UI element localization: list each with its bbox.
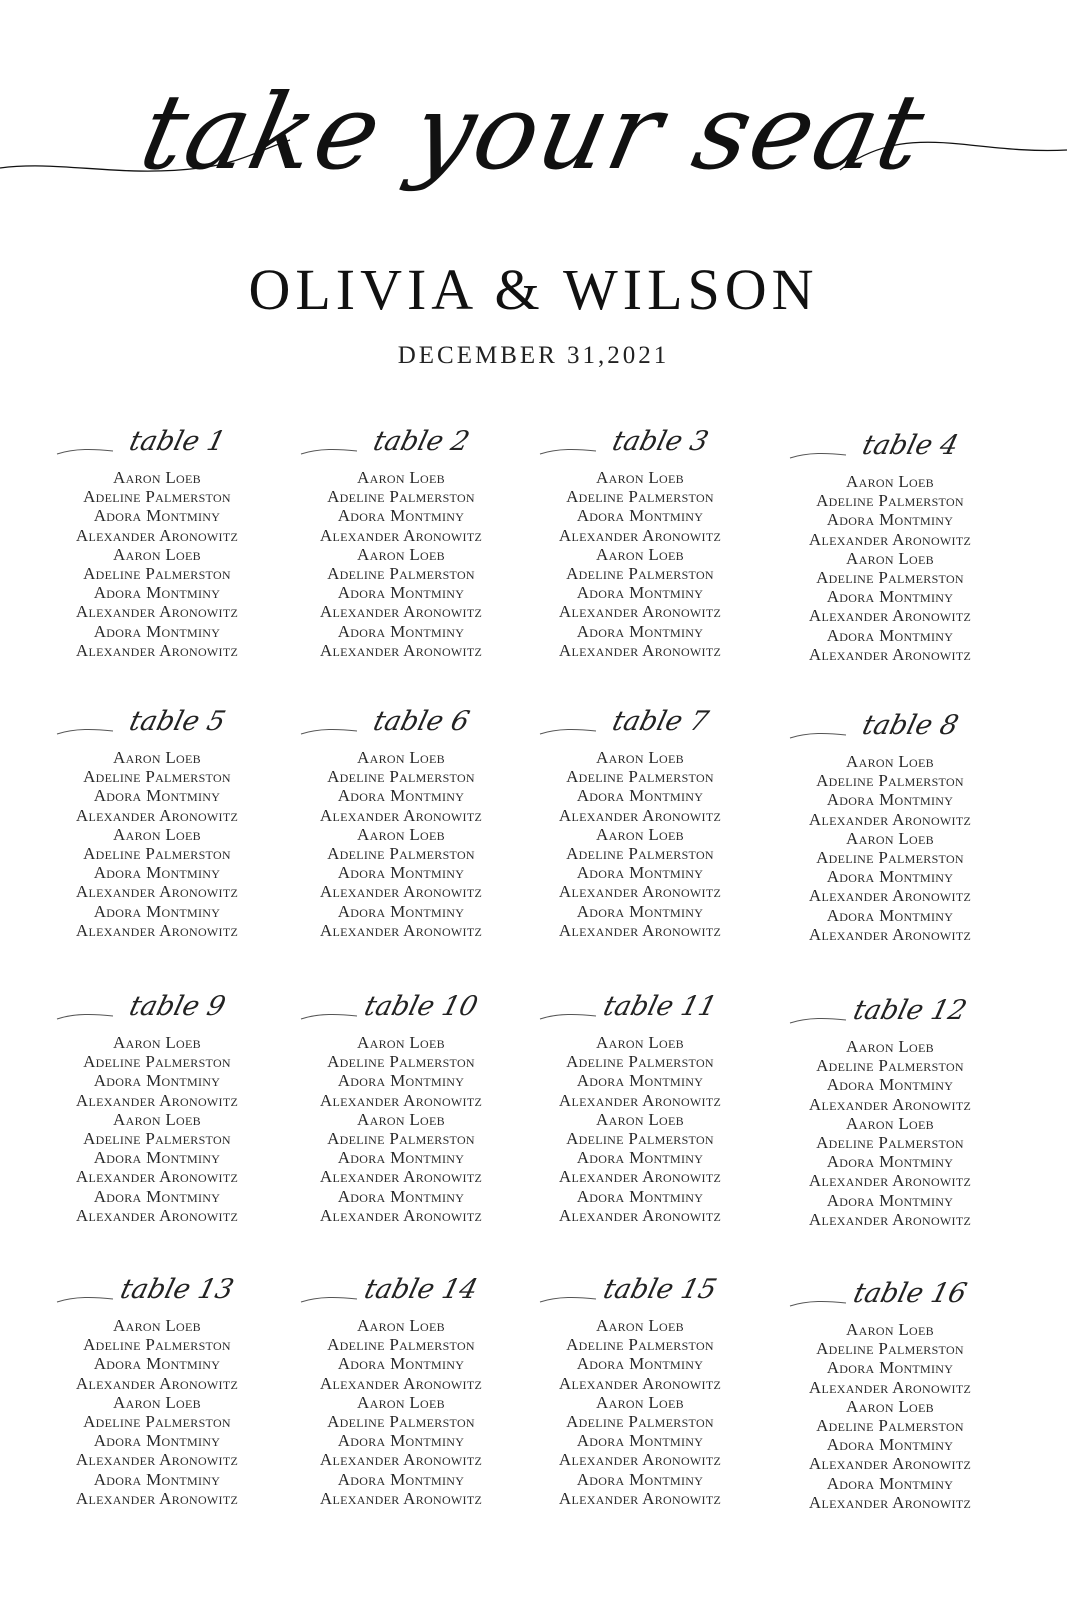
- guest-name: Adeline Palmerston: [816, 491, 964, 511]
- guest-name: Adora Montminy: [337, 506, 465, 526]
- guest-name: Adeline Palmerston: [83, 1335, 231, 1355]
- guest-name: Adeline Palmerston: [816, 1133, 964, 1153]
- table-label: table 6: [369, 706, 473, 737]
- guest-list: [520, 468, 760, 660]
- guest-name: Adeline Palmerston: [816, 848, 964, 868]
- guest-name: Aaron Loeb: [596, 468, 684, 487]
- table-heading: [281, 420, 521, 464]
- guest-name: Adora Montminy: [826, 905, 954, 925]
- guest-name: Adeline Palmerston: [816, 568, 964, 588]
- guest-name: Adora Montminy: [93, 1071, 221, 1091]
- guest-name: Alexander Aronowitz: [558, 1205, 722, 1225]
- guest-name: Adora Montminy: [93, 1431, 221, 1451]
- guest-name: Adora Montminy: [93, 1354, 221, 1374]
- guest-name: Adora Montminy: [576, 1354, 704, 1374]
- guest-name: Adora Montminy: [93, 863, 221, 883]
- guest-name: Alexander Aronowitz: [319, 525, 483, 545]
- guest-name: Adora Montminy: [337, 1354, 465, 1374]
- guest-list: [37, 748, 277, 940]
- guest-name: Alexander Aronowitz: [808, 1492, 972, 1512]
- guest-name: Aaron Loeb: [357, 1109, 445, 1129]
- table-label: table 8: [858, 710, 962, 741]
- guest-list: [37, 468, 277, 660]
- guest-list: [281, 1033, 521, 1225]
- guest-list: [770, 1320, 1010, 1512]
- guest-name: Adeline Palmerston: [566, 1335, 714, 1355]
- guest-name: Adeline Palmerston: [566, 487, 714, 507]
- table-heading: [520, 985, 760, 1029]
- guest-name: Adeline Palmerston: [83, 564, 231, 584]
- guest-name: Aaron Loeb: [596, 824, 684, 844]
- guest-list: [37, 1033, 277, 1225]
- table-heading: [770, 704, 1010, 748]
- table-block: [520, 985, 760, 1225]
- table-block: [770, 424, 1010, 664]
- guest-name: Adora Montminy: [337, 1431, 465, 1451]
- table-block: [520, 1268, 760, 1508]
- guest-name: Adora Montminy: [826, 867, 954, 887]
- guest-name: Aaron Loeb: [846, 1113, 934, 1133]
- guest-name: Adora Montminy: [576, 1469, 704, 1489]
- guest-name: Aaron Loeb: [113, 1109, 201, 1129]
- guest-name: Adeline Palmerston: [566, 1129, 714, 1149]
- guest-name: Adora Montminy: [826, 510, 954, 530]
- table-label: table 7: [608, 706, 712, 737]
- table-block: [281, 985, 521, 1225]
- guest-list: [37, 1316, 277, 1508]
- table-label: table 10: [361, 991, 481, 1022]
- guest-name: Adeline Palmerston: [566, 844, 714, 864]
- guest-name: Alexander Aronowitz: [319, 1205, 483, 1225]
- guest-name: Alexander Aronowitz: [558, 805, 722, 825]
- guest-name: Aaron Loeb: [596, 748, 684, 767]
- guest-name: Adora Montminy: [576, 863, 704, 883]
- table-block: [520, 700, 760, 940]
- table-block: [770, 1272, 1010, 1512]
- guest-name: Adora Montminy: [337, 786, 465, 806]
- guest-name: Aaron Loeb: [113, 468, 201, 487]
- guest-name: Adeline Palmerston: [83, 1412, 231, 1432]
- table-block: [520, 420, 760, 660]
- guest-name: Adora Montminy: [576, 901, 704, 921]
- table-heading: [37, 1268, 277, 1312]
- guest-name: Alexander Aronowitz: [319, 882, 483, 902]
- guest-name: Alexander Aronowitz: [75, 525, 239, 545]
- guest-name: Adora Montminy: [93, 583, 221, 603]
- table-label: table 16: [850, 1278, 970, 1309]
- guest-name: Adeline Palmerston: [816, 1056, 964, 1076]
- guest-name: Adora Montminy: [576, 621, 704, 641]
- guest-name: Aaron Loeb: [846, 1037, 934, 1056]
- guest-name: Alexander Aronowitz: [75, 1167, 239, 1187]
- guest-name: Aaron Loeb: [846, 1320, 934, 1339]
- table-block: [770, 989, 1010, 1229]
- guest-name: Adora Montminy: [826, 1190, 954, 1210]
- guest-name: Alexander Aronowitz: [75, 920, 239, 940]
- guest-name: Alexander Aronowitz: [75, 1205, 239, 1225]
- guest-list: [281, 468, 521, 660]
- table-label: table 2: [369, 426, 473, 457]
- guest-name: Adora Montminy: [337, 1148, 465, 1168]
- table-block: [37, 700, 277, 940]
- table-heading: [520, 1268, 760, 1312]
- table-heading: [520, 420, 760, 464]
- table-heading: [281, 985, 521, 1029]
- guest-name: Alexander Aronowitz: [558, 1167, 722, 1187]
- guest-name: Adora Montminy: [826, 1152, 954, 1172]
- guest-name: Adora Montminy: [576, 583, 704, 603]
- guest-name: Alexander Aronowitz: [808, 1171, 972, 1191]
- guest-name: Alexander Aronowitz: [75, 1373, 239, 1393]
- guest-name: Aaron Loeb: [596, 1109, 684, 1129]
- guest-name: Adora Montminy: [576, 786, 704, 806]
- guest-name: Aaron Loeb: [113, 1033, 201, 1052]
- guest-name: Alexander Aronowitz: [75, 1488, 239, 1508]
- table-heading: [281, 1268, 521, 1312]
- guest-name: Adeline Palmerston: [327, 487, 475, 507]
- guest-name: Adeline Palmerston: [327, 1129, 475, 1149]
- guest-name: Adora Montminy: [576, 1431, 704, 1451]
- guest-name: Adeline Palmerston: [566, 1052, 714, 1072]
- guest-name: Alexander Aronowitz: [75, 882, 239, 902]
- guest-name: Adora Montminy: [576, 506, 704, 526]
- guest-name: Adora Montminy: [93, 1186, 221, 1206]
- guest-name: Alexander Aronowitz: [75, 1090, 239, 1110]
- guest-name: Adora Montminy: [826, 1473, 954, 1493]
- guest-name: Aaron Loeb: [357, 468, 445, 487]
- guest-name: Alexander Aronowitz: [75, 602, 239, 622]
- guest-name: Alexander Aronowitz: [808, 1094, 972, 1114]
- guest-name: Adeline Palmerston: [566, 1412, 714, 1432]
- guest-name: Aaron Loeb: [113, 1316, 201, 1335]
- table-label: table 11: [600, 991, 720, 1022]
- guest-name: Alexander Aronowitz: [319, 1090, 483, 1110]
- guest-name: Adora Montminy: [826, 1075, 954, 1095]
- guest-name: Alexander Aronowitz: [558, 1373, 722, 1393]
- guest-name: Adeline Palmerston: [566, 564, 714, 584]
- guest-name: Adora Montminy: [576, 1186, 704, 1206]
- guest-name: Aaron Loeb: [113, 1392, 201, 1412]
- guest-name: Aaron Loeb: [113, 544, 201, 564]
- guest-name: Aaron Loeb: [846, 752, 934, 771]
- guest-name: Alexander Aronowitz: [558, 640, 722, 660]
- guest-name: Adeline Palmerston: [816, 1339, 964, 1359]
- guest-name: Alexander Aronowitz: [75, 805, 239, 825]
- guest-name: Alexander Aronowitz: [558, 1450, 722, 1470]
- header: [0, 0, 1067, 400]
- guest-name: Adora Montminy: [93, 786, 221, 806]
- guest-name: Adeline Palmerston: [816, 1416, 964, 1436]
- guest-name: Aaron Loeb: [357, 824, 445, 844]
- guest-list: [281, 748, 521, 940]
- table-label: table 15: [600, 1274, 720, 1305]
- table-block: [281, 700, 521, 940]
- guest-name: Aaron Loeb: [596, 544, 684, 564]
- guest-name: Adeline Palmerston: [327, 1412, 475, 1432]
- guest-name: Alexander Aronowitz: [319, 640, 483, 660]
- table-block: [37, 985, 277, 1225]
- guest-name: Adeline Palmerston: [83, 767, 231, 787]
- guest-name: Alexander Aronowitz: [558, 1090, 722, 1110]
- table-heading: [770, 424, 1010, 468]
- guest-name: Aaron Loeb: [846, 472, 934, 491]
- guest-name: Adeline Palmerston: [327, 1052, 475, 1072]
- guest-name: Adora Montminy: [337, 863, 465, 883]
- guest-name: Adeline Palmerston: [327, 767, 475, 787]
- table-heading: [37, 700, 277, 744]
- guest-name: Adora Montminy: [93, 1469, 221, 1489]
- guest-name: Alexander Aronowitz: [558, 1488, 722, 1508]
- table-label: table 4: [858, 430, 962, 461]
- table-label: table 14: [361, 1274, 481, 1305]
- guest-name: Alexander Aronowitz: [319, 1450, 483, 1470]
- guest-name: Adora Montminy: [337, 1071, 465, 1091]
- guest-name: Adora Montminy: [93, 901, 221, 921]
- guest-name: Adora Montminy: [826, 790, 954, 810]
- guest-name: Alexander Aronowitz: [75, 1450, 239, 1470]
- guest-list: [770, 472, 1010, 664]
- guest-name: Adeline Palmerston: [83, 1129, 231, 1149]
- guest-name: Aaron Loeb: [357, 1316, 445, 1335]
- guest-list: [520, 748, 760, 940]
- guest-name: Aaron Loeb: [846, 828, 934, 848]
- guest-name: Alexander Aronowitz: [808, 606, 972, 626]
- guest-name: Alexander Aronowitz: [558, 525, 722, 545]
- guest-name: Aaron Loeb: [846, 548, 934, 568]
- table-block: [281, 420, 521, 660]
- guest-name: Adora Montminy: [826, 1358, 954, 1378]
- guest-name: Alexander Aronowitz: [319, 1373, 483, 1393]
- table-heading: [770, 989, 1010, 1033]
- guest-name: Adora Montminy: [337, 901, 465, 921]
- guest-name: Aaron Loeb: [357, 748, 445, 767]
- guest-name: Adora Montminy: [337, 1186, 465, 1206]
- guest-name: Alexander Aronowitz: [808, 529, 972, 549]
- guest-list: [281, 1316, 521, 1508]
- guest-name: Aaron Loeb: [357, 1392, 445, 1412]
- table-heading: [520, 700, 760, 744]
- guest-name: Alexander Aronowitz: [808, 1209, 972, 1229]
- guest-name: Adora Montminy: [337, 621, 465, 641]
- table-label: table 12: [850, 995, 970, 1026]
- couple-names: OLIVIA & WILSON: [248, 257, 819, 322]
- guest-name: Alexander Aronowitz: [319, 805, 483, 825]
- guest-name: Alexander Aronowitz: [319, 1488, 483, 1508]
- table-label: table 3: [608, 426, 712, 457]
- guest-name: Adeline Palmerston: [83, 487, 231, 507]
- guest-name: Aaron Loeb: [596, 1033, 684, 1052]
- guest-name: Adora Montminy: [93, 506, 221, 526]
- event-date: DECEMBER 31,2021: [397, 342, 670, 369]
- table-heading: [281, 700, 521, 744]
- guest-name: Adeline Palmerston: [327, 844, 475, 864]
- guest-name: Adeline Palmerston: [816, 771, 964, 791]
- guest-name: Adora Montminy: [576, 1148, 704, 1168]
- guest-name: Aaron Loeb: [113, 824, 201, 844]
- guest-name: Adora Montminy: [93, 1148, 221, 1168]
- guest-name: Adeline Palmerston: [83, 844, 231, 864]
- guest-name: Alexander Aronowitz: [558, 920, 722, 940]
- guest-name: Aaron Loeb: [357, 544, 445, 564]
- guest-name: Adeline Palmerston: [83, 1052, 231, 1072]
- table-label: table 9: [125, 991, 229, 1022]
- guest-list: [520, 1316, 760, 1508]
- guest-name: Aaron Loeb: [596, 1316, 684, 1335]
- guest-name: Alexander Aronowitz: [319, 920, 483, 940]
- guest-name: Adora Montminy: [826, 625, 954, 645]
- guest-name: Adora Montminy: [826, 1435, 954, 1455]
- guest-name: Alexander Aronowitz: [808, 886, 972, 906]
- table-block: [37, 420, 277, 660]
- guest-name: Adora Montminy: [93, 621, 221, 641]
- guest-name: Aaron Loeb: [596, 1392, 684, 1412]
- table-block: [37, 1268, 277, 1508]
- guest-name: Alexander Aronowitz: [319, 602, 483, 622]
- table-label: table 1: [125, 426, 229, 457]
- guest-name: Alexander Aronowitz: [808, 809, 972, 829]
- guest-name: Alexander Aronowitz: [808, 644, 972, 664]
- guest-name: Adora Montminy: [576, 1071, 704, 1091]
- guest-name: Alexander Aronowitz: [75, 640, 239, 660]
- table-heading: [37, 420, 277, 464]
- guest-name: Aaron Loeb: [113, 748, 201, 767]
- table-block: [770, 704, 1010, 944]
- guest-name: Adora Montminy: [337, 1469, 465, 1489]
- guest-name: Adeline Palmerston: [327, 1335, 475, 1355]
- guest-name: Adora Montminy: [337, 583, 465, 603]
- guest-name: Aaron Loeb: [846, 1396, 934, 1416]
- table-label: table 5: [125, 706, 229, 737]
- guest-name: Alexander Aronowitz: [558, 602, 722, 622]
- guest-name: Alexander Aronowitz: [558, 882, 722, 902]
- guest-name: Alexander Aronowitz: [808, 1454, 972, 1474]
- guest-list: [770, 752, 1010, 944]
- guest-name: Alexander Aronowitz: [319, 1167, 483, 1187]
- guest-list: [520, 1033, 760, 1225]
- guest-name: Adeline Palmerston: [566, 767, 714, 787]
- guest-name: Aaron Loeb: [357, 1033, 445, 1052]
- script-title: take your seat: [130, 71, 937, 193]
- guest-name: Alexander Aronowitz: [808, 924, 972, 944]
- table-heading: [37, 985, 277, 1029]
- guest-name: Adora Montminy: [826, 587, 954, 607]
- table-block: [281, 1268, 521, 1508]
- table-heading: [770, 1272, 1010, 1316]
- guest-name: Alexander Aronowitz: [808, 1377, 972, 1397]
- guest-list: [770, 1037, 1010, 1229]
- table-label: table 13: [117, 1274, 237, 1305]
- guest-name: Adeline Palmerston: [327, 564, 475, 584]
